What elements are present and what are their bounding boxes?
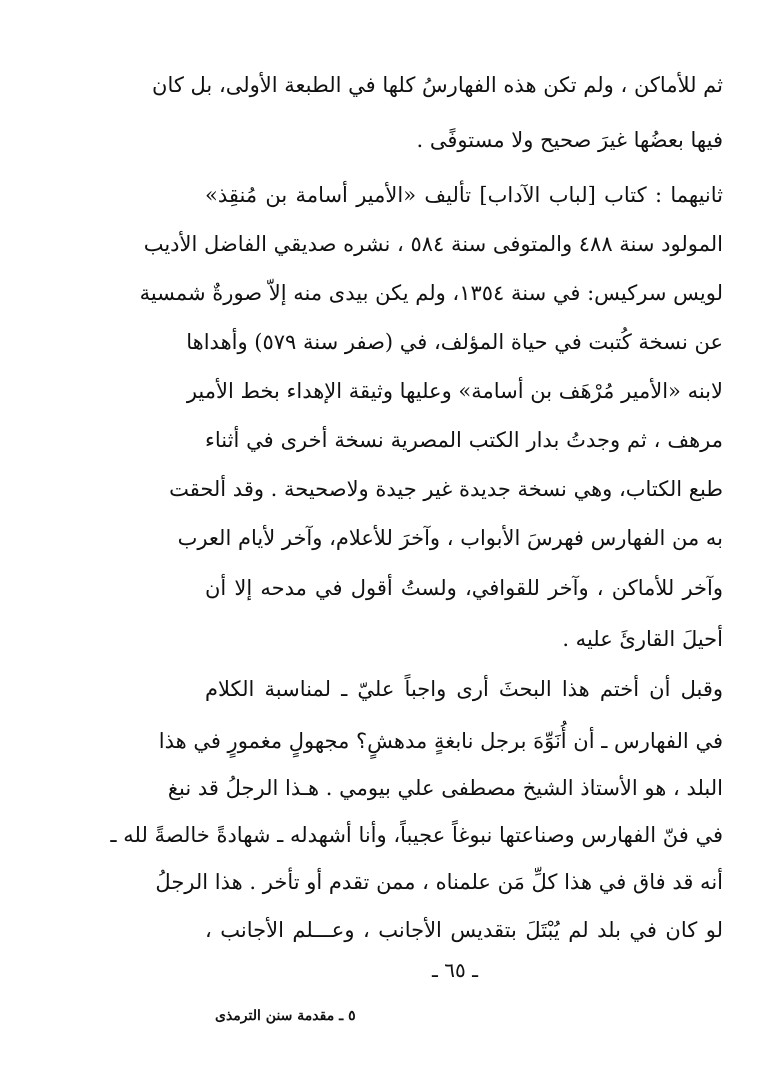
text-line: لو كان في بلد لم يُبْتَلَ بتقديس الأجانب ، وعـــلم الأجانب ،	[205, 918, 723, 942]
text-line: لويس سركيس: في سنة ١٣٥٤، ولم يكن بيدى منه إلاّ صورةٌ شمسية	[139, 281, 723, 305]
text-line: وقبل أن أختم هذا البحثَ أرى واجباً عليّ ـ لمناسبة الكلام	[205, 677, 723, 701]
text-line: المولود سنة ٤٨٨ والمتوفى سنة ٥٨٤ ، نشره صديقي الفاضل الأديب	[143, 232, 723, 256]
text-line: في فنّ الفهارس وصناعتها نبوغاً عجيباً، وأنا أشهدله ـ شهادةً خالصةً لله ـ	[110, 823, 723, 847]
text-line: ثانيهما : كتاب [لباب الآداب] تأليف «الأمير أسامة بن مُنقِذ»	[205, 183, 723, 207]
text-line: في الفهارس ـ أن أُنَوِّهَ برجل نابغةٍ مدهشٍ؟ مجهولٍ مغمورٍ في هذا	[158, 729, 723, 753]
text-line: عن نسخة كُتبت في حياة المؤلف، في (صفر سنة ٥٧٩) وأهداها	[186, 330, 723, 354]
text-line: ثم للأماكن ، ولم تكن هذه الفهارسُ كلها في الطبعة الأولى، بل كان	[152, 73, 723, 97]
text-line: أنه قد فاق في هذا كلِّ مَن علمناه ، ممن تقدم أو تأخر . هذا الرجلُ	[155, 870, 723, 894]
text-line: البلد ، هو الأستاذ الشيخ مصطفى علي بيومي . هـذا الرجلُ قد نبغ	[167, 776, 723, 800]
text-line: لابنه «الأمير مُرْهَف بن أسامة» وعليها وثيقة الإهداء بخط الأمير	[186, 379, 723, 403]
text-line: مرهف ، ثم وجدتُ بدار الكتب المصرية نسخة أخرى في أثناء	[205, 428, 723, 452]
text-line: طبع الكتاب، وهي نسخة جديدة غير جيدة ولاصحيحة . وقد ألحقت	[169, 477, 723, 501]
text-line: أحيلَ القارئَ عليه .	[562, 627, 723, 651]
page-number: ـ ٦٥ ـ	[432, 958, 478, 982]
text-line: به من الفهارس فهرسَ الأبواب ، وآخرَ للأعلام، وآخر لأيام العرب	[177, 526, 723, 550]
footer-signature: ٥ ـ مقدمة سنن الترمذى	[215, 1008, 356, 1024]
text-line: وآخر للأماكن ، وآخر للقوافي، ولستُ أقول في مدحه إلا أن	[205, 576, 723, 600]
text-line: فيها بعضُها غيرَ صحيح ولا مستوفًى .	[416, 128, 723, 152]
